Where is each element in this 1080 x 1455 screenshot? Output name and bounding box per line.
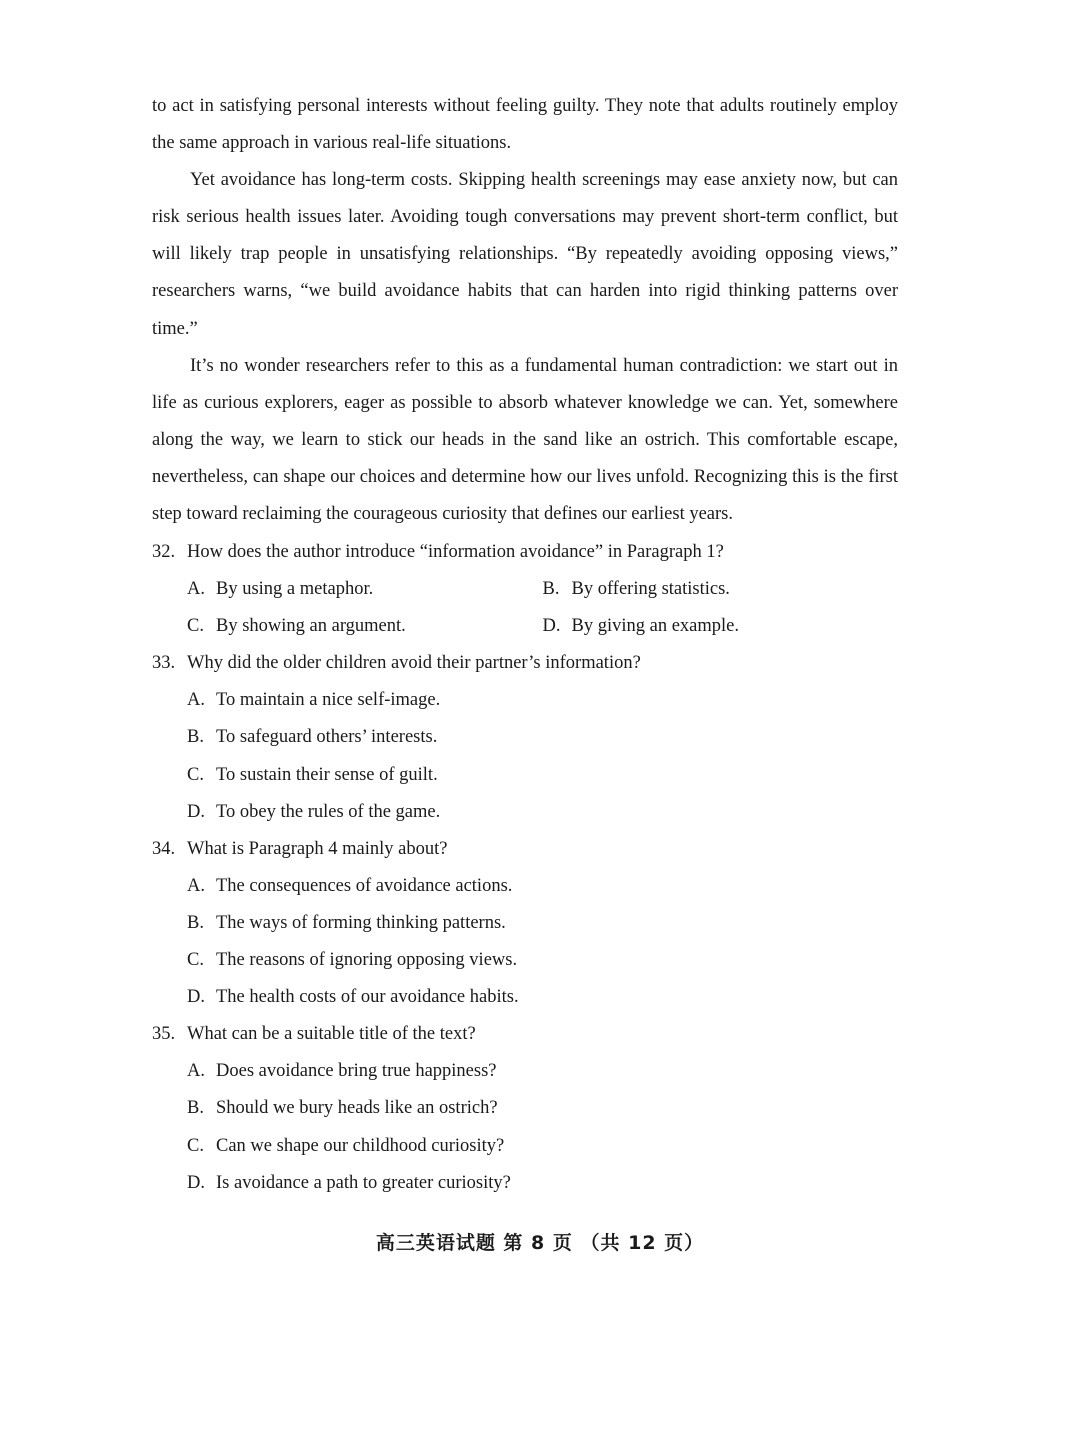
option-b[interactable] xyxy=(152,1090,898,1127)
page-footer: 高三英语试题 第 8 页 （共 12 页） xyxy=(375,1232,705,1254)
option-b[interactable] xyxy=(152,905,898,942)
option-letter: D. xyxy=(542,616,561,637)
option-c[interactable] xyxy=(187,608,543,645)
option-letter: D. xyxy=(187,1172,205,1193)
option-letter: A. xyxy=(187,875,205,896)
passage-paragraph: Yet avoidance has long-term costs. Skipping health screenings may ease anxiety now, but can risk serious health issues later. Avoiding tough conversations may prevent short-term conflict, but will likely trap people in unsatisfying relationships. “By repeatedly avoiding opposing views,” researchers warns, “we build avoidance habits that can harden into rigid thinking patterns over time.” xyxy=(152,170,898,339)
passage-paragraph: to act in satisfying personal interests without feeling guilty. They note that adults routinely employ the same approach in various real-life situations. xyxy=(152,96,898,154)
option-c[interactable] xyxy=(152,1128,898,1165)
option-letter: A. xyxy=(187,579,205,600)
option-text: By giving an example. xyxy=(571,616,739,637)
option-letter: C. xyxy=(187,764,204,785)
option-a[interactable] xyxy=(152,868,898,905)
option-letter: A. xyxy=(187,690,205,711)
question-33 xyxy=(152,645,898,830)
option-text: The health costs of our avoidance habits. xyxy=(216,987,519,1008)
option-text: Is avoidance a path to greater curiosity? xyxy=(216,1172,511,1193)
question-32 xyxy=(152,534,898,645)
question-35 xyxy=(152,1016,898,1201)
option-b[interactable] xyxy=(543,571,899,608)
option-letter: B. xyxy=(187,912,204,933)
option-a[interactable] xyxy=(187,571,543,608)
option-text: To maintain a nice self-image. xyxy=(216,690,441,711)
question-stem xyxy=(152,645,898,682)
question-stem xyxy=(152,534,898,571)
option-text: Can we shape our childhood curiosity? xyxy=(216,1135,505,1156)
option-letter: C. xyxy=(187,616,204,637)
question-text: Why did the older children avoid their partner’s information? xyxy=(187,653,641,674)
option-text: Should we bury heads like an ostrich? xyxy=(216,1098,498,1119)
question-text: What can be a suitable title of the text? xyxy=(187,1024,476,1045)
option-text: The reasons of ignoring opposing views. xyxy=(216,950,518,971)
option-d[interactable] xyxy=(152,1165,898,1202)
option-d[interactable] xyxy=(152,794,898,831)
reading-passage xyxy=(152,88,898,533)
option-text: By showing an argument. xyxy=(216,616,406,637)
option-text: Does avoidance bring true happiness? xyxy=(216,1061,497,1082)
option-c[interactable] xyxy=(152,757,898,794)
question-text: How does the author introduce “information avoidance” in Paragraph 1? xyxy=(187,542,724,562)
option-letter: B. xyxy=(187,727,204,748)
question-number: 33. xyxy=(152,653,176,674)
option-letter: C. xyxy=(187,950,204,971)
option-letter: C. xyxy=(187,1135,204,1156)
option-text: By using a metaphor. xyxy=(216,579,374,600)
option-text: By offering statistics. xyxy=(571,579,730,600)
question-34 xyxy=(152,831,898,1016)
question-list xyxy=(152,534,898,1202)
option-text: The ways of forming thinking patterns. xyxy=(216,912,506,933)
option-text: To sustain their sense of guilt. xyxy=(216,764,438,785)
option-a[interactable] xyxy=(152,682,898,719)
question-number: 32. xyxy=(152,542,176,562)
option-letter: D. xyxy=(187,987,205,1008)
option-d[interactable] xyxy=(152,979,898,1016)
option-text: To safeguard others’ interests. xyxy=(216,727,438,748)
question-stem xyxy=(152,831,898,868)
option-c[interactable] xyxy=(152,942,898,979)
option-d[interactable] xyxy=(543,608,899,645)
option-text: To obey the rules of the game. xyxy=(216,801,441,822)
question-number: 35. xyxy=(152,1024,176,1045)
question-stem xyxy=(152,1016,898,1053)
question-number: 34. xyxy=(152,838,176,859)
option-a[interactable] xyxy=(152,1053,898,1090)
option-letter: B. xyxy=(187,1098,204,1119)
option-letter: B. xyxy=(542,579,560,600)
option-letter: A. xyxy=(187,1061,205,1082)
option-b[interactable] xyxy=(152,719,898,756)
passage-paragraph: It’s no wonder researchers refer to this as a fundamental human contradiction: we start out in life as curious explorers, eager as possible to absorb whatever knowledge we can. Yet, somewhere along the way, we learn to stick our heads in the sand like an ostrich. This comfortable escape, nevertheless, can shape our choices and determine how our lives unfold. Recognizing this is the first step toward reclaiming the courageous curiosity that defines our earliest years. xyxy=(152,355,898,525)
question-text: What is Paragraph 4 mainly about? xyxy=(187,838,448,859)
option-letter: D. xyxy=(187,801,205,822)
option-text: The consequences of avoidance actions. xyxy=(216,875,513,896)
